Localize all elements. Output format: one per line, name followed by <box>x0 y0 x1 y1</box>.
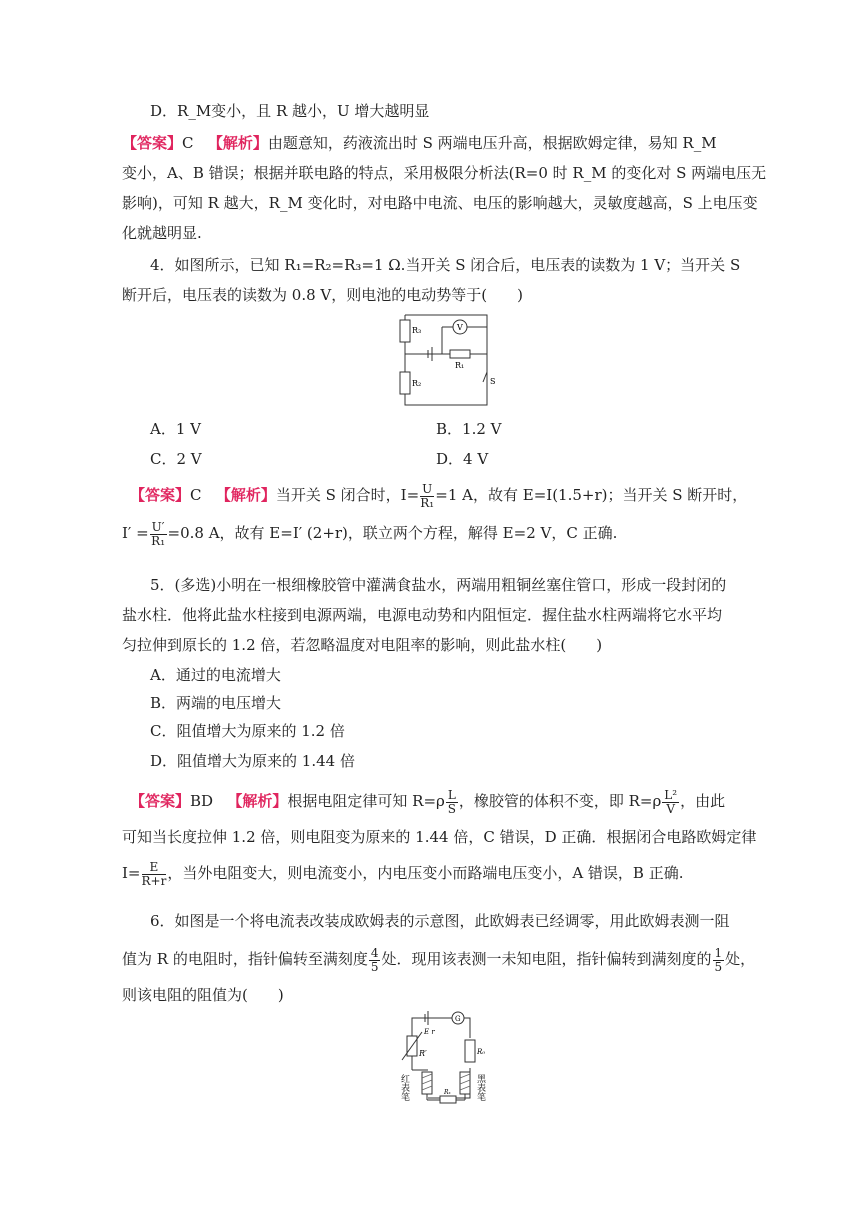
label-black-probe: 黑表笔 <box>475 1074 485 1101</box>
q6-ohmmeter-figure <box>398 1010 498 1110</box>
analysis-tag: 【解析】 <box>227 792 288 810</box>
q5-option-c: C．阻值增大为原来的 1.2 倍 <box>150 722 345 740</box>
q4-option-d: D．4 V <box>436 450 489 468</box>
analysis-tag: 【解析】 <box>207 134 268 152</box>
fraction: $\frac{U}{\text{R₁}}$ <box>420 481 435 510</box>
q5-answer-line: 【答案】BD 【解析】根据电阻定律可知 R=ρ $\frac{L}{S}$ ，橡胶管的体积不变，即 R=ρ $\frac{\text{L²}}{V}$ ，由此 <box>130 787 726 816</box>
answer-tag: 【答案】 <box>130 486 191 504</box>
fraction: $\frac{L}{S}$ <box>447 787 456 816</box>
answer-tag: 【答案】 <box>122 134 183 152</box>
fraction: $\frac{\text{L²}}{V}$ <box>664 787 678 816</box>
label-er: E r <box>424 1028 435 1036</box>
q4-option-a: A．1 V <box>150 420 201 438</box>
label-v: V <box>457 323 463 332</box>
q4-circuit-figure <box>392 310 502 410</box>
q5-stem: 盐水柱．他将此盐水柱接到电源两端，电源电动势和内阻恒定．握住盐水柱两端将它水平均 <box>122 606 723 624</box>
q4-option-b: B．1.2 V <box>436 420 502 438</box>
fraction: $\frac{4}{5}$ <box>370 945 379 974</box>
analysis-text: 当开关 S 闭合时，I= <box>275 486 420 504</box>
label-rprime: R′ <box>419 1049 427 1058</box>
label-s: S <box>490 377 496 386</box>
label-g: G <box>455 1015 461 1023</box>
q5-option-d: D．阻值增大为原来的 1.44 倍 <box>150 752 355 770</box>
label-r1: R₁ <box>455 361 465 370</box>
q3-answer-line <box>122 132 717 154</box>
q5-stem: 匀拉伸到原长的 1.2 倍，若忽略温度对电阻率的影响，则此盐水柱( ) <box>122 636 603 654</box>
fraction: $\frac{1}{5}$ <box>714 945 723 974</box>
q6-stem: 值为 R 的电阻时，指针偏转至满刻度 $\frac{4}{5}$ 处．现用该表测一未知电阻，指针偏转到满刻度的 $\frac{1}{5}$ 处， <box>122 945 756 974</box>
answer-value: C <box>190 486 202 504</box>
q5-option-b: B．两端的电压增大 <box>150 694 282 712</box>
label-r2: R₂ <box>412 379 422 388</box>
analysis-text: I= $\frac{E}{R+r}$ ，当外电阻变大，则电流变小，内电压变小而路端电压变小，A 错误，B 正确. <box>122 859 684 888</box>
analysis-text: 可知当长度拉伸 1.2 倍，则电阻变为原来的 1.44 倍，C 错误，D 正确．根据闭合电路欧姆定律 <box>122 828 757 846</box>
answer-value: C <box>182 134 194 152</box>
analysis-text: =1 A，故有 E=I(1.5+r)；当开关 S 断开时， <box>435 486 748 504</box>
label-r3: R₃ <box>412 326 422 335</box>
q4-option-c: C．2 V <box>150 450 202 468</box>
analysis-text: 影响)，可知 R 越大，R_M 变化时，对电路中电流、电压的影响越大，灵敏度越高，S 上电压变 <box>122 194 758 212</box>
fraction: $\frac{U'}{\text{R₁}}$ <box>151 519 166 548</box>
analysis-tag: 【解析】 <box>215 486 276 504</box>
q4-stem: 4．如图所示，已知 R₁=R₂=R₃=1 Ω.当开关 S 闭合后，电压表的读数为 1 V；当开关 S <box>150 256 741 274</box>
label-red-probe: 红表笔 <box>399 1074 409 1101</box>
q6-stem: 则该电阻的阻值为( ) <box>122 986 284 1004</box>
analysis-text: 由题意知，药液流出时 S 两端电压升高，根据欧姆定律，易知 R_M <box>267 134 717 152</box>
q3-option-d: D．R_M变小，且 R 越小，U 增大越明显 <box>150 102 430 120</box>
analysis-text: 化就越明显. <box>122 224 202 242</box>
q4-answer-line <box>130 480 747 510</box>
fraction: $\frac{E}{R+r}$ <box>141 859 167 888</box>
analysis-text: I′ = $\frac{U'}{\text{R₁}}$ =0.8 A，故有 E=I′ (2+r)，联立两个方程，解得 E=2 V，C 正确. <box>122 519 618 548</box>
analysis-text: 变小，A、B 错误；根据并联电路的特点，采用极限分析法(R=0 时 R_M 的变化对 S 两端电压无 <box>122 164 767 182</box>
answer-value: BD <box>190 792 214 810</box>
answer-tag: 【答案】 <box>130 792 191 810</box>
label-rx: Rₓ <box>444 1089 451 1096</box>
q5-option-a: A．通过的电流增大 <box>150 666 281 684</box>
q4-stem: 断开后，电压表的读数为 0.8 V，则电池的电动势等于( ) <box>122 286 523 304</box>
q6-stem: 6．如图是一个将电流表改装成欧姆表的示意图，此欧姆表已经调零，用此欧姆表测一阻 <box>150 912 730 930</box>
q5-stem: 5．(多选)小明在一根细橡胶管中灌满食盐水，两端用粗铜丝塞住管口，形成一段封闭的 <box>150 576 727 594</box>
label-r0: R₀ <box>477 1048 486 1056</box>
